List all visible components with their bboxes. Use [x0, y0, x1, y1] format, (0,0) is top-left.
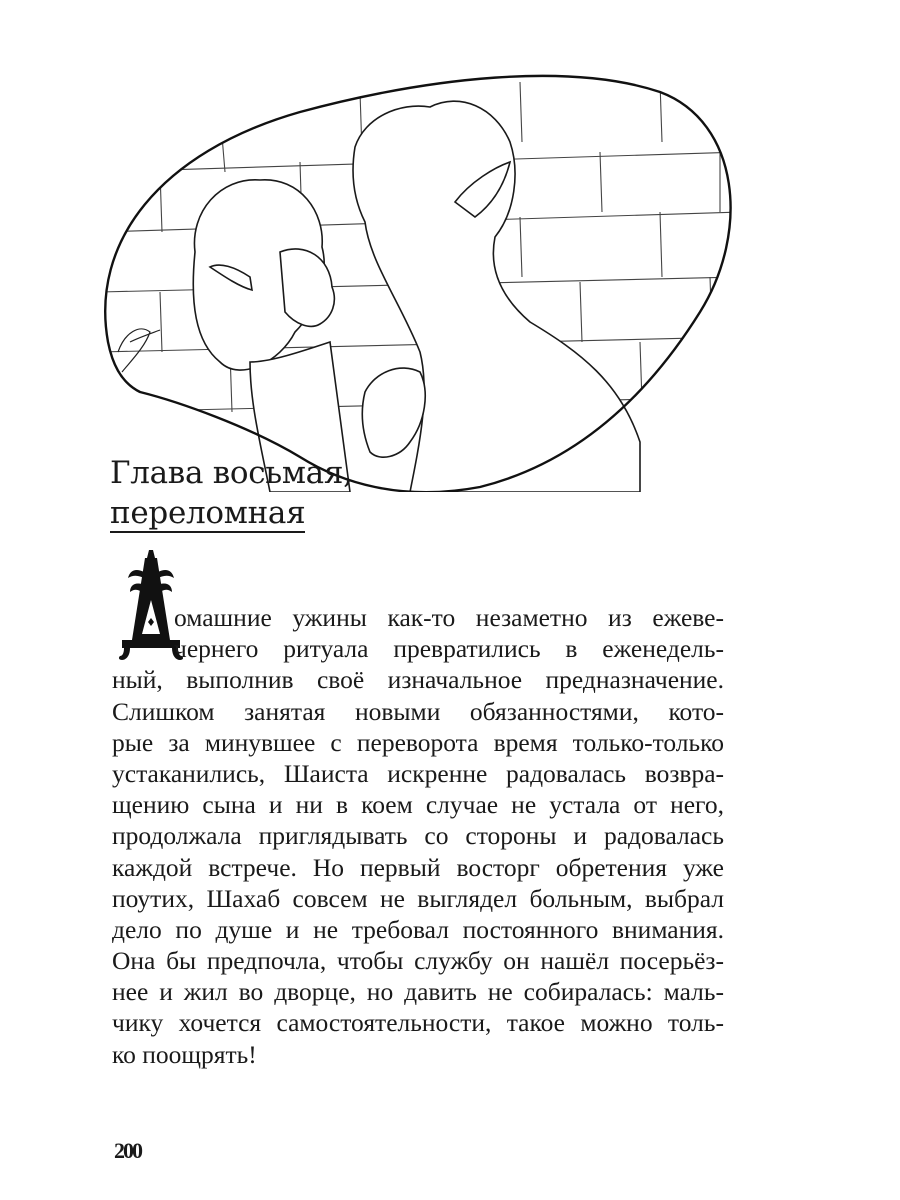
chapter-title-line1: Глава восьмая, [110, 455, 353, 491]
text-line: устаканились, Шаиста искренне радовалась возвра- [112, 758, 724, 788]
chapter-illustration [100, 62, 740, 492]
text-line: рые за минувшее с переворота время только-только [112, 727, 724, 757]
drop-cap-letter [184, 548, 185, 549]
chapter-title-line2: переломная [110, 495, 306, 531]
text-line: каждой встрече. Но первый восторг обретения уже [112, 852, 724, 882]
text-line: продолжала приглядывать со стороны и радовалась [112, 821, 724, 851]
text-line: поутих, Шахаб совсем не выглядел больным, выбрал [112, 883, 724, 913]
chapter-body-text [112, 602, 724, 1070]
text-line: Слишком занятая новыми обязанностями, кото- [112, 696, 724, 726]
text-line: ко поощрять! [112, 1039, 257, 1069]
text-line: щению сына и ни в коем случае не устала от него, [112, 790, 724, 820]
page-number: 200 [114, 1138, 141, 1163]
illustration-art [100, 62, 740, 492]
text-line: ный, выполнив своё изначальное предназначение. [112, 665, 724, 695]
chapter-heading [110, 453, 353, 533]
text-line: омашние ужины как-то незаметно из ежеве- [174, 603, 724, 632]
text-line: чику хочется самостоятельности, такое можно толь- [112, 1008, 724, 1038]
text-line: Она бы предпочла, чтобы службу он нашёл посерьёз- [112, 946, 724, 976]
text-line: дело по душе и не требовал постоянного внимания. [112, 914, 724, 944]
text-line: чернего ритуала превратились в еженедель- [174, 634, 724, 664]
text-line: нее и жил во дворце, но давить не собиралась: маль- [112, 977, 724, 1007]
